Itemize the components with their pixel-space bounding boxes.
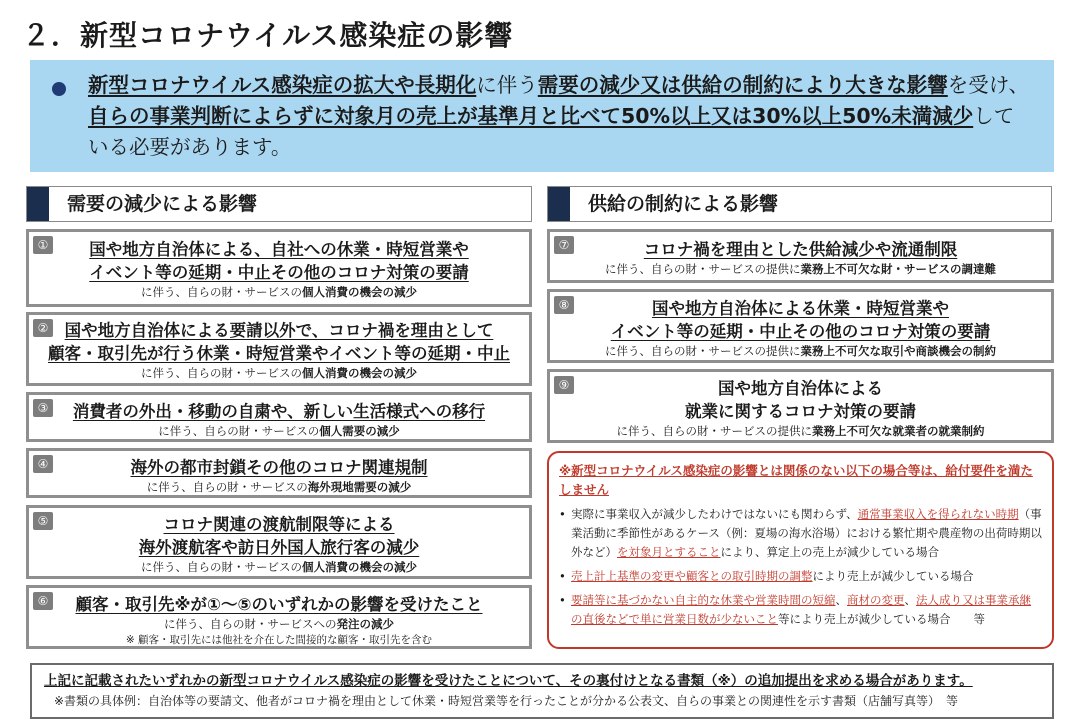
lead-box [30, 60, 1054, 172]
card-heading: 海外の都市封鎖その他のコロナ関連規制 [130, 458, 428, 477]
card-heading: 国や地方自治体による [718, 379, 883, 398]
subtext-bold: 発注の減少 [336, 617, 394, 631]
card-number: ⑦ [554, 236, 574, 254]
warning-text: により、算定上の売上が減少している場合 [720, 545, 939, 559]
demand-card-4 [26, 448, 532, 498]
warning-highlight: を対象月とすること [617, 545, 721, 559]
supply-card-9 [547, 369, 1054, 443]
subtext-pre: に伴う、自らの財・サービスへの [164, 617, 337, 631]
card-number: ③ [33, 399, 53, 417]
subtext-pre: に伴う、自らの財・サービスの提供に [605, 262, 801, 276]
demand-card-3 [26, 392, 532, 442]
card-subtext [29, 479, 529, 496]
warning-text: （事業活動に季節性があるケース（例：夏場の海水浴場）における繁忙期や農産物の出荷時期以外など） [571, 507, 1042, 559]
supply-section-header [547, 186, 1052, 222]
demand-card-2 [26, 312, 532, 386]
lead-part: している必要があります。 [88, 104, 1015, 159]
supply-header-label: 供給の制約による影響 [588, 193, 779, 215]
warning-text: 、 [904, 593, 916, 607]
warning-highlight: 要請等に基づかない自主的な休業や営業時間の短縮 [571, 593, 836, 607]
warning-text: 、 [835, 593, 847, 607]
card-heading: 海外渡航客や訪日外国人旅行客の減少 [138, 538, 420, 557]
card-subtext [29, 559, 529, 576]
card-heading: コロナ関連の渡航制限等による [163, 515, 395, 534]
bullet-icon [52, 82, 66, 96]
card-number: ① [33, 236, 53, 254]
lead-part: 自らの事業判断によらずに対象月の売上が基準月と比べて50%以上又は30%以上50%未満減少 [88, 104, 974, 128]
card-number: ⑨ [554, 376, 574, 394]
subtext-bold: 個人消費の機会の減少 [302, 285, 417, 299]
warning-text: により売上が減少している場合 [812, 569, 974, 583]
lead-part: 需要の減少又は供給の制約により大きな影響 [537, 73, 948, 97]
page-title: ２．新型コロナウイルス感染症の影響 [22, 19, 514, 52]
card-heading: 顧客・取引先が行う休業・時短営業やイベント等の延期・中止 [48, 344, 510, 363]
card-number: ⑤ [33, 512, 53, 530]
card-heading: 顧客・取引先※が①～⑤のいずれかの影響を受けたこと [75, 595, 483, 614]
subtext-pre: に伴う、自らの財・サービスの [141, 366, 302, 380]
warning-item [559, 591, 1042, 629]
supply-card-7 [547, 229, 1054, 283]
footer-line-1: 上記に記載されたいずれかの新型コロナウイルス感染症の影響を受けたことについて、その裏付けとなる書類（※）の追加提出を求める場合があります。 [44, 673, 973, 689]
card-heading: 国や地方自治体による休業・時短営業や [652, 299, 949, 318]
subtext-pre: に伴う、自らの財・サービスの提供に [616, 424, 812, 438]
footer-note-box [30, 663, 1054, 719]
lead-part: 新型コロナウイルス感染症の拡大や長期化 [88, 73, 477, 97]
card-number: ② [33, 319, 53, 337]
card-heading: コロナ禍を理由とした供給減少や流通制限 [643, 240, 958, 259]
card-number: ⑥ [33, 592, 53, 610]
card-subtext [550, 343, 1051, 360]
demand-card-1 [26, 229, 532, 307]
header-bar [27, 187, 49, 221]
subtext-pre: に伴う、自らの財・サービスの [146, 480, 308, 494]
card-heading: 就業に関するコロナ対策の要請 [685, 402, 916, 421]
card-heading: イベント等の延期・中止その他のコロナ対策の要請 [89, 263, 469, 282]
subtext-bold: 業務上不可欠な財・サービスの調達難 [800, 262, 996, 276]
subtext-bold: 海外現地需要の減少 [307, 480, 412, 494]
lead-text [88, 70, 1034, 163]
subtext-bold: 業務上不可欠な取引や商談機会の制約 [800, 344, 996, 358]
warning-list [559, 505, 1042, 629]
card-heading: イベント等の延期・中止その他のコロナ対策の要請 [610, 322, 991, 341]
demand-card-5 [26, 505, 532, 579]
demand-header-label: 需要の減少による影響 [67, 193, 258, 215]
card-number: ④ [33, 455, 53, 473]
card-subtext [29, 284, 529, 301]
warning-text: 実際に事業収入が減少したわけではないにも関わらず、 [571, 507, 858, 521]
subtext-bold: 個人消費の機会の減少 [302, 366, 417, 380]
exclusion-warning-box [547, 451, 1054, 649]
card-subtext [29, 423, 529, 440]
demand-section-header [26, 186, 532, 222]
card-heading: 消費者の外出・移動の自粛や、新しい生活様式への移行 [72, 402, 486, 421]
header-bar [548, 187, 570, 221]
lead-part: に伴う [476, 73, 538, 97]
card-note: ※ 顧客・取引先には他社を介在した間接的な顧客・取引先を含む [125, 634, 433, 646]
subtext-bold: 個人消費の機会の減少 [302, 560, 417, 574]
warning-highlight: 売上計上基準の変更や顧客との取引時期の調整 [571, 569, 813, 583]
warning-highlight: 通常事業収入を得られない時期 [857, 507, 1019, 521]
footer-line-2: ※書類の具体例：自治体等の要請文、他者がコロナ禍を理由として休業・時短営業等を行ったことが分かる公表文、自らの事業との関連性を示す書類（店舗写真等） 等 [54, 694, 959, 708]
subtext-pre: に伴う、自らの財・サービスの [141, 560, 302, 574]
card-subtext [550, 423, 1051, 440]
subtext-pre: に伴う、自らの財・サービスの [158, 424, 320, 438]
card-subtext [29, 616, 529, 633]
supply-card-8 [547, 289, 1054, 363]
warning-highlight: 法人成り又は事業承継の直後などで単に営業日数が少ないこと [571, 593, 1031, 626]
card-heading: 国や地方自治体による、自社への休業・時短営業や [89, 240, 469, 259]
card-subtext [550, 261, 1051, 278]
warning-title: ※新型コロナウイルス感染症の影響とは関係のない以下の場合等は、給付要件を満たしません [559, 463, 1033, 497]
card-number: ⑧ [554, 296, 574, 314]
card-subtext [29, 365, 529, 382]
card-heading: 国や地方自治体による要請以外で、コロナ禍を理由として [64, 321, 494, 340]
subtext-bold: 業務上不可欠な就業者の就業制約 [812, 424, 985, 438]
warning-text: 等により売上が減少している場合 等 [778, 612, 985, 626]
demand-card-6 [26, 585, 532, 649]
warning-highlight: 商材の変更 [847, 593, 905, 607]
warning-item [559, 567, 1042, 586]
lead-part: を受け、 [947, 73, 1029, 97]
warning-item [559, 505, 1042, 562]
subtext-pre: に伴う、自らの財・サービスの [141, 285, 302, 299]
subtext-bold: 個人需要の減少 [319, 424, 400, 438]
subtext-pre: に伴う、自らの財・サービスの提供に [605, 344, 801, 358]
